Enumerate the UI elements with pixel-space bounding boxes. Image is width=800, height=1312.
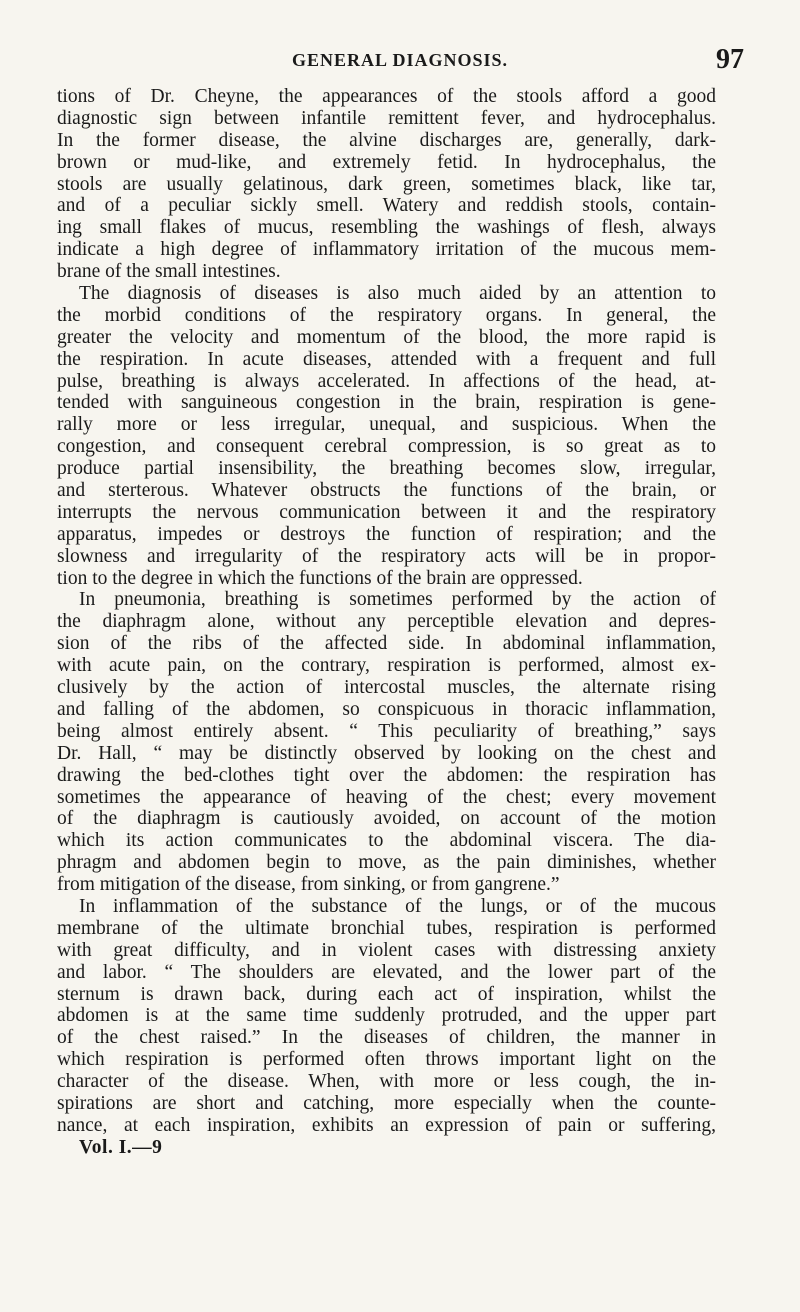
text-line: the respiration. In acute diseases, attended with a frequent and full [57, 348, 716, 370]
text-line: and labor. “ The shoulders are elevated, and the lower part of the [57, 961, 716, 983]
text-line: ing small flakes of mucus, resembling the washings of flesh, always [57, 217, 716, 239]
text-line: sternum is drawn back, during each act of inspiration, whilst the [57, 983, 716, 1005]
text-line: Dr. Hall, “ may be distinctly observed by looking on the chest and [57, 742, 716, 764]
text-line: In inflammation of the substance of the lungs, or of the mucous [79, 895, 716, 917]
text-line: In the former disease, the alvine discharges are, generally, dark- [57, 129, 716, 151]
page-header [40, 44, 760, 75]
text-line: character of the disease. When, with more or less cough, the in- [57, 1071, 716, 1093]
text-line: drawing the bed-clothes tight over the abdomen: the respiration has [57, 764, 716, 786]
text-lines [57, 86, 716, 1137]
running-head: GENERAL DIAGNOSIS. [291, 50, 509, 70]
text-line: and of a peculiar sickly smell. Watery and reddish stools, contain- [57, 195, 716, 217]
text-line: of the diaphragm is cautiously avoided, on account of the motion [57, 808, 716, 830]
text-line: the morbid conditions of the respiratory organs. In general, the [57, 304, 716, 326]
text-line: spirations are short and catching, more especially when the counte- [57, 1092, 716, 1114]
text-line: sion of the ribs of the affected side. In abdominal inflammation, [57, 633, 716, 655]
text-line: brane of the small intestines. [57, 261, 281, 283]
page-number: 97 [716, 44, 744, 75]
text-line: and sterterous. Whatever obstructs the functions of the brain, or [57, 480, 716, 502]
text-line: slowness and irregularity of the respiratory acts will be in propor- [57, 545, 716, 567]
text-line: In pneumonia, breathing is sometimes performed by the action of [79, 589, 716, 611]
text-line: The diagnosis of diseases is also much aided by an attention to [79, 283, 716, 305]
text-line: indicate a high degree of inflammatory irritation of the mucous mem- [57, 239, 716, 261]
text-line: phragm and abdomen begin to move, as the pain diminishes, whether [57, 852, 716, 874]
text-line: being almost entirely absent. “ This peculiarity of breathing,” says [57, 720, 716, 742]
text-line: congestion, and consequent cerebral compression, is so great as to [57, 436, 716, 458]
text-line: greater the velocity and momentum of the blood, the more rapid is [57, 326, 716, 348]
text-line: diagnostic sign between infantile remittent fever, and hydrocephalus. [57, 107, 716, 129]
text-line: membrane of the ultimate bronchial tubes, respiration is performed [57, 917, 716, 939]
text-line: brown or mud-like, and extremely fetid. In hydrocephalus, the [57, 151, 716, 173]
volume-signature: Vol. I.—9 [79, 1136, 163, 1158]
text-line: tended with sanguineous congestion in the brain, respiration is gene- [57, 392, 716, 414]
text-line: tions of Dr. Cheyne, the appearances of the stools afford a good [57, 86, 716, 107]
text-line: apparatus, impedes or destroys the function of respiration; and the [57, 523, 716, 545]
text-line: from mitigation of the disease, from sinking, or from gangrene.” [57, 874, 560, 896]
text-line: which respiration is performed often throws important light on the [57, 1049, 716, 1071]
text-line: stools are usually gelatinous, dark green, sometimes black, like tar, [57, 173, 716, 195]
text-line: nance, at each inspiration, exhibits an expression of pain or suffering, [57, 1114, 716, 1136]
text-line: produce partial insensibility, the breathing becomes slow, irregular, [57, 458, 716, 480]
text-line: abdomen is at the same time suddenly protruded, and the upper part [57, 1005, 716, 1027]
text-line: tion to the degree in which the functions of the brain are oppressed. [57, 567, 583, 589]
text-line: which its action communicates to the abdominal viscera. The dia- [57, 830, 716, 852]
text-line: rally more or less irregular, unequal, and suspicious. When the [57, 414, 716, 436]
text-line: the diaphragm alone, without any perceptible elevation and depres- [57, 611, 716, 633]
text-line: interrupts the nervous communication between it and the respiratory [57, 501, 716, 523]
body-text [57, 86, 716, 1159]
text-line: pulse, breathing is always accelerated. In affections of the head, at- [57, 370, 716, 392]
text-line: sometimes the appearance of heaving of the chest; every movement [57, 786, 716, 808]
text-line: and falling of the abdomen, so conspicuous in thoracic inflammation, [57, 698, 716, 720]
text-line: clusively by the action of intercostal muscles, the alternate rising [57, 677, 716, 699]
text-line: with acute pain, on the contrary, respiration is performed, almost ex- [57, 655, 716, 677]
text-line: of the chest raised.” In the diseases of children, the manner in [57, 1027, 716, 1049]
text-line: with great difficulty, and in violent cases with distressing anxiety [57, 939, 716, 961]
